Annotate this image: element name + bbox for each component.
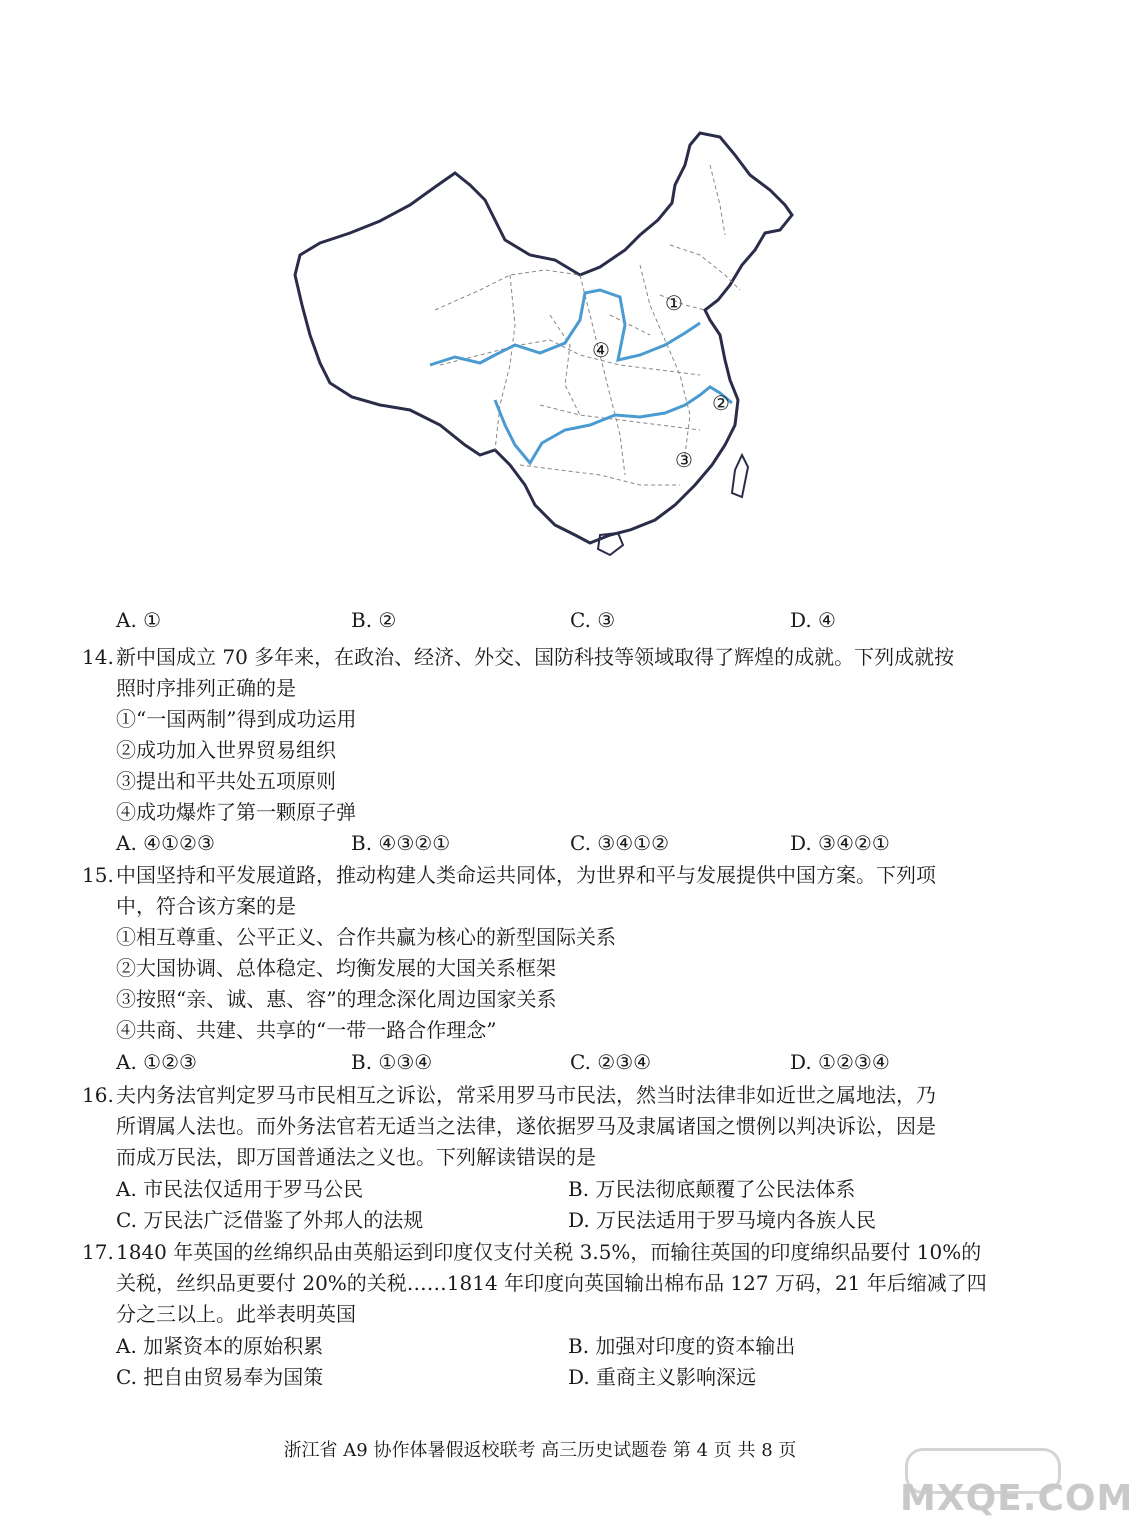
watermark-text: MXQE.COM [900,1478,1133,1519]
taiwan-island [732,455,748,497]
q17-number: 17. [82,1240,114,1264]
q17-option-c: C. 把自由贸易奉为国策 [116,1365,324,1389]
q17-stem-line: 关税，丝织品更要付 20%的关税……1814 年印度向英国输出棉布品 127 万码，21 年后缩减了四 [116,1271,987,1295]
q13-option-a: A. ① [116,608,162,632]
q15-option-a: A. ①②③ [116,1050,197,1074]
marker-1: ① [665,291,683,315]
marker-3: ③ [675,448,693,472]
q16-stem-line: 所谓属人法也。而外务法官若无适当之法律，遂依据罗马及隶属诸国之惯例以判决诉讼，因是 [116,1114,936,1138]
q14-option-b: B. ④③②① [351,831,451,855]
q16-stem-line: 夫内务法官判定罗马市民相互之诉讼，常采用罗马市民法，然当时法律非如近世之属地法，乃 [116,1083,936,1107]
yangtze-river [495,387,732,463]
marker-4: ④ [592,338,610,362]
q16-number: 16. [82,1083,114,1107]
q14-option-a: A. ④①②③ [116,831,215,855]
province-borders [435,165,740,485]
q17-option-a: A. 加紧资本的原始积累 [116,1334,324,1358]
q14-item: ③提出和平共处五项原则 [116,769,336,793]
china-map [280,125,800,575]
q16-option-d: D. 万民法适用于罗马境内各族人民 [568,1208,877,1232]
q16-option-b: B. 万民法彻底颠覆了公民法体系 [568,1177,856,1201]
q15-option-b: B. ①③④ [351,1050,433,1074]
q14-option-d: D. ③④②① [790,831,890,855]
q14-stem-line: 新中国成立 70 多年来，在政治、经济、外交、国防科技等领域取得了辉煌的成就。下列成就按 [116,645,955,669]
q15-item: ④共商、共建、共享的“一带一路合作理念” [116,1018,497,1042]
q17-stem-line: 1840 年英国的丝绵织品由英船运到印度仅支付关税 3.5%，而输往英国的印度绵织品要付 10%的 [116,1240,982,1264]
page-footer: 浙江省 A9 协作体暑假返校联考 高三历史试题卷 第 4 页 共 8 页 [283,1440,797,1461]
q14-item: ④成功爆炸了第一颗原子弹 [116,800,356,824]
q15-item: ①相互尊重、公平正义、合作共赢为核心的新型国际关系 [116,925,616,949]
q13-option-b: B. ② [351,608,397,632]
q13-option-c: C. ③ [570,608,616,632]
q14-item: ①“一国两制”得到成功运用 [116,707,357,731]
q14-stem-line: 照时序排列正确的是 [116,676,296,700]
q13-option-d: D. ④ [790,608,836,632]
q15-option-c: C. ②③④ [570,1050,652,1074]
q17-stem-line: 分之三以上。此举表明英国 [116,1302,356,1326]
q17-option-b: B. 加强对印度的资本输出 [568,1334,796,1358]
q15-item: ③按照“亲、诚、惠、容”的理念深化周边国家关系 [116,987,557,1011]
q15-stem-line: 中，符合该方案的是 [116,894,296,918]
q17-option-d: D. 重商主义影响深远 [568,1365,757,1389]
q16-option-a: A. 市民法仅适用于罗马公民 [116,1177,364,1201]
q14-number: 14. [82,645,114,669]
q15-number: 15. [82,863,114,887]
q15-item: ②大国协调、总体稳定、均衡发展的大国关系框架 [116,956,556,980]
q15-stem-line: 中国坚持和平发展道路，推动构建人类命运共同体，为世界和平与发展提供中国方案。下列项 [116,863,936,887]
q16-stem-line: 而成万民法，即万国普通法之义也。下列解读错误的是 [116,1145,596,1169]
q16-option-c: C. 万民法广泛借鉴了外邦人的法规 [116,1208,424,1232]
q14-item: ②成功加入世界贸易组织 [116,738,336,762]
q15-option-d: D. ①②③④ [790,1050,890,1074]
marker-2: ② [712,391,730,415]
q14-option-c: C. ③④①② [570,831,670,855]
